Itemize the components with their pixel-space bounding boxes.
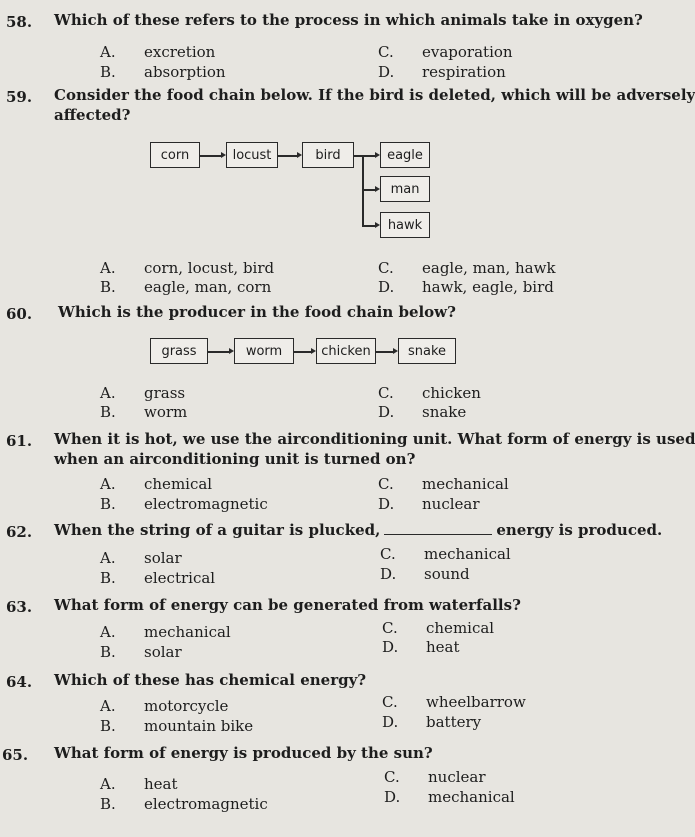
- option-c[interactable]: C. chicken: [378, 384, 481, 402]
- option-c[interactable]: C. mechanical: [378, 475, 509, 493]
- chain-box-chicken: chicken: [316, 338, 376, 364]
- option-c[interactable]: C. nuclear: [384, 768, 486, 786]
- arrow: [362, 189, 376, 191]
- chain-box-eagle: eagle: [380, 142, 430, 168]
- option-b[interactable]: B. absorption: [100, 63, 226, 81]
- chain-box-snake: snake: [398, 338, 456, 364]
- arrow: [376, 351, 394, 353]
- question-text: Consider the food chain below. If the bird is deleted, which will be adversely: [54, 86, 695, 104]
- question-text-cont: when an airconditioning unit is turned on?: [54, 450, 416, 468]
- option-d[interactable]: D. snake: [378, 403, 467, 421]
- question-text: When it is hot, we use the airconditioning unit. What form of energy is used: [54, 430, 695, 448]
- chain-box-worm: worm: [234, 338, 294, 364]
- option-d[interactable]: D. hawk, eagle, bird: [378, 278, 554, 296]
- option-b[interactable]: B. electrical: [100, 569, 216, 587]
- arrow: [200, 155, 222, 157]
- arrow: [362, 225, 376, 227]
- chain-box-locust: locust: [226, 142, 278, 168]
- option-a[interactable]: A. chemical: [100, 475, 213, 493]
- question-text: Which of these refers to the process in which animals take in oxygen?: [54, 11, 643, 29]
- option-d[interactable]: D. sound: [380, 565, 470, 583]
- branch-line: [362, 155, 364, 226]
- option-b[interactable]: B. eagle, man, corn: [100, 278, 272, 296]
- arrow: [278, 155, 298, 157]
- option-b[interactable]: B. electromagnetic: [100, 795, 268, 813]
- question-number: 58.: [6, 13, 33, 31]
- answer-blank: [384, 534, 492, 535]
- question-text: What form of energy is produced by the sun?: [54, 744, 433, 762]
- option-b[interactable]: B. mountain bike: [100, 717, 254, 735]
- option-c[interactable]: C. wheelbarrow: [382, 693, 526, 711]
- option-b[interactable]: B. electromagnetic: [100, 495, 268, 513]
- option-d[interactable]: D. mechanical: [384, 788, 515, 806]
- question-text-cont: affected?: [54, 106, 131, 124]
- chain-box-grass: grass: [150, 338, 208, 364]
- option-b[interactable]: B. solar: [100, 643, 182, 661]
- question-number: 65.: [2, 746, 29, 764]
- arrow: [208, 351, 230, 353]
- option-c[interactable]: C. mechanical: [380, 545, 511, 563]
- question-number: 62.: [6, 523, 33, 541]
- question-text: Which of these has chemical energy?: [54, 671, 367, 689]
- chain-box-bird: bird: [302, 142, 354, 168]
- question-text: Which is the producer in the food chain below?: [58, 303, 456, 321]
- option-a[interactable]: A. excretion: [100, 43, 216, 61]
- option-a[interactable]: A. solar: [100, 549, 182, 567]
- chain-box-corn: corn: [150, 142, 200, 168]
- option-d[interactable]: D. nuclear: [378, 495, 480, 513]
- arrow: [294, 351, 312, 353]
- option-d[interactable]: D. battery: [382, 713, 482, 731]
- question-number: 64.: [6, 673, 33, 691]
- chain-box-man: man: [380, 176, 430, 202]
- option-c[interactable]: C. evaporation: [378, 43, 513, 61]
- option-a[interactable]: A. corn, locust, bird: [100, 259, 275, 277]
- option-b[interactable]: B. worm: [100, 403, 188, 421]
- question-number: 60.: [6, 305, 33, 323]
- option-d[interactable]: D. respiration: [378, 63, 506, 81]
- chain-box-hawk: hawk: [380, 212, 430, 238]
- arrow: [354, 155, 376, 157]
- option-c[interactable]: C. eagle, man, hawk: [378, 259, 556, 277]
- option-c[interactable]: C. chemical: [382, 619, 495, 637]
- option-d[interactable]: D. heat: [382, 638, 460, 656]
- question-number: 59.: [6, 88, 33, 106]
- option-a[interactable]: A. grass: [100, 384, 186, 402]
- question-text: When the string of a guitar is plucked, energy is produced.: [54, 521, 663, 539]
- option-a[interactable]: A. motorcycle: [100, 697, 229, 715]
- question-number: 61.: [6, 432, 33, 450]
- question-number: 63.: [6, 598, 33, 616]
- option-a[interactable]: A. mechanical: [100, 623, 231, 641]
- option-a[interactable]: A. heat: [100, 775, 178, 793]
- question-text: What form of energy can be generated from waterfalls?: [54, 596, 521, 614]
